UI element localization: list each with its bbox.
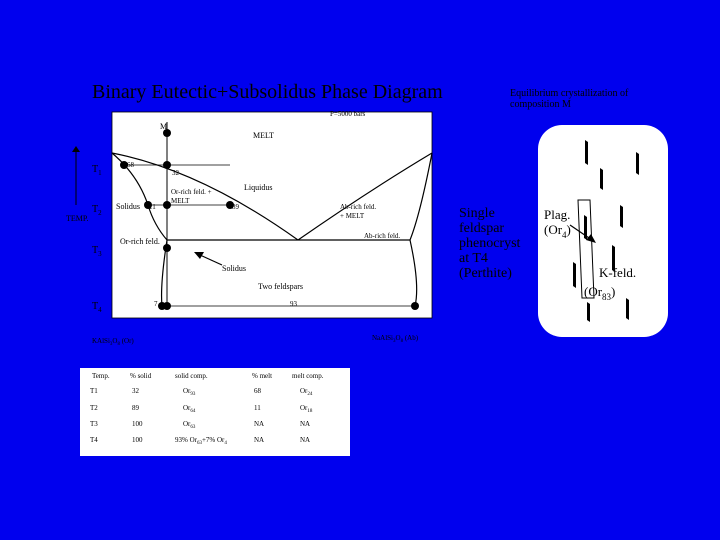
table-header: % solid: [130, 372, 152, 380]
liquidus-label: Liquidus: [244, 183, 273, 192]
table-cell-temp: T2: [90, 404, 98, 412]
single-feldspar-label: Single feldspar phenocryst at T4 (Perthite): [459, 206, 521, 281]
point-t2-bulk: [163, 201, 171, 209]
value-7: 7: [154, 300, 158, 308]
point-t3: [163, 244, 171, 252]
or-feld-label: Or-rich feld.: [120, 237, 160, 246]
table-cell-melt-comp: $Or_{24}$: [300, 387, 313, 397]
table-cell-temp: T4: [90, 436, 98, 444]
t1-label: $T_1$: [92, 164, 102, 177]
solidus-label: Solidus: [222, 264, 247, 273]
point-t4-bulk: [163, 302, 171, 310]
table-cell-temp: T1: [90, 387, 98, 395]
value-32: 32: [172, 169, 179, 177]
table-cell-melt-comp: NA: [300, 436, 311, 444]
table-header: melt comp.: [292, 372, 324, 380]
table-cell-melt-comp: NA: [300, 420, 311, 428]
lamella: [636, 152, 639, 175]
lamella: [626, 298, 629, 320]
value-89: 89: [232, 203, 239, 211]
melt-label: MELT: [253, 131, 275, 140]
table-cell-melt: NA: [254, 420, 265, 428]
t4-label: $T_4$: [92, 301, 102, 314]
m-label: M: [160, 122, 168, 131]
ab-feld-melt-label: Ab-rich feld. + MELT: [340, 203, 377, 220]
left-endmember-label: $KAlSi_3O_8$ (Or): [92, 337, 134, 347]
table-cell-solid-comp: $Or_{64}$: [183, 404, 196, 414]
table-header: Temp.: [92, 372, 110, 380]
kfeld-label: K-feld.: [599, 265, 637, 280]
t3-label: $T_3$: [92, 245, 102, 258]
table-cell-solid-comp: $Or_{93}$: [183, 387, 196, 397]
table-cell-solid: 100: [132, 436, 143, 444]
pressure-label: P=5000 bars: [330, 110, 366, 118]
ab-feld-label: Ab-rich feld.: [364, 232, 401, 240]
lamella: [585, 140, 588, 165]
plag-comp-label: $(Or_4)$: [544, 222, 571, 240]
two-feldspars-label: Two feldspars: [258, 282, 303, 291]
table-cell-solid: 89: [132, 404, 139, 412]
value-11: 11: [149, 203, 156, 211]
table-cell-temp: T3: [90, 420, 98, 428]
value-68: 68: [127, 161, 134, 169]
page-subtitle: Equilibrium crystallization of composition M: [510, 88, 629, 110]
solidus-left-label: Solidus: [116, 202, 141, 211]
table-cell-solid-comp: 93% $Or_{63}+7\%$ $Or_4$: [175, 436, 227, 446]
table-cell-melt: 68: [254, 387, 261, 395]
table-header: solid comp.: [175, 372, 208, 380]
point-t4-right: [411, 302, 419, 310]
lamella: [587, 302, 590, 322]
kfeld-comp-label: $(Or_{83})$: [584, 284, 616, 302]
table-cell-melt-comp: $Or_{18}$: [300, 404, 313, 414]
table-header: % melt: [252, 372, 273, 380]
table-cell-solid: 32: [132, 387, 139, 395]
temp-label: TEMP.: [66, 214, 89, 223]
temp-axis-arrowhead: [72, 146, 80, 152]
plag-label: Plag.: [544, 207, 571, 222]
table-cell-melt: 11: [254, 404, 261, 412]
right-endmember-label: $NaAlSi_3O_8$ (Ab): [372, 334, 419, 344]
table-cell-solid: 100: [132, 420, 143, 428]
point-t1-bulk: [163, 161, 171, 169]
table-cell-solid-comp: $Or_{63}$: [183, 420, 196, 430]
table-cell-melt: NA: [254, 436, 265, 444]
lamella: [573, 262, 576, 288]
t2-label: $T_2$: [92, 204, 102, 217]
or-feld-melt-label: Or-rich feld. + MELT: [171, 188, 212, 205]
page-title: Binary Eutectic+Subsolidus Phase Diagram: [92, 81, 443, 103]
value-93: 93: [290, 300, 297, 308]
lamella: [600, 168, 603, 190]
lamella: [620, 205, 623, 228]
